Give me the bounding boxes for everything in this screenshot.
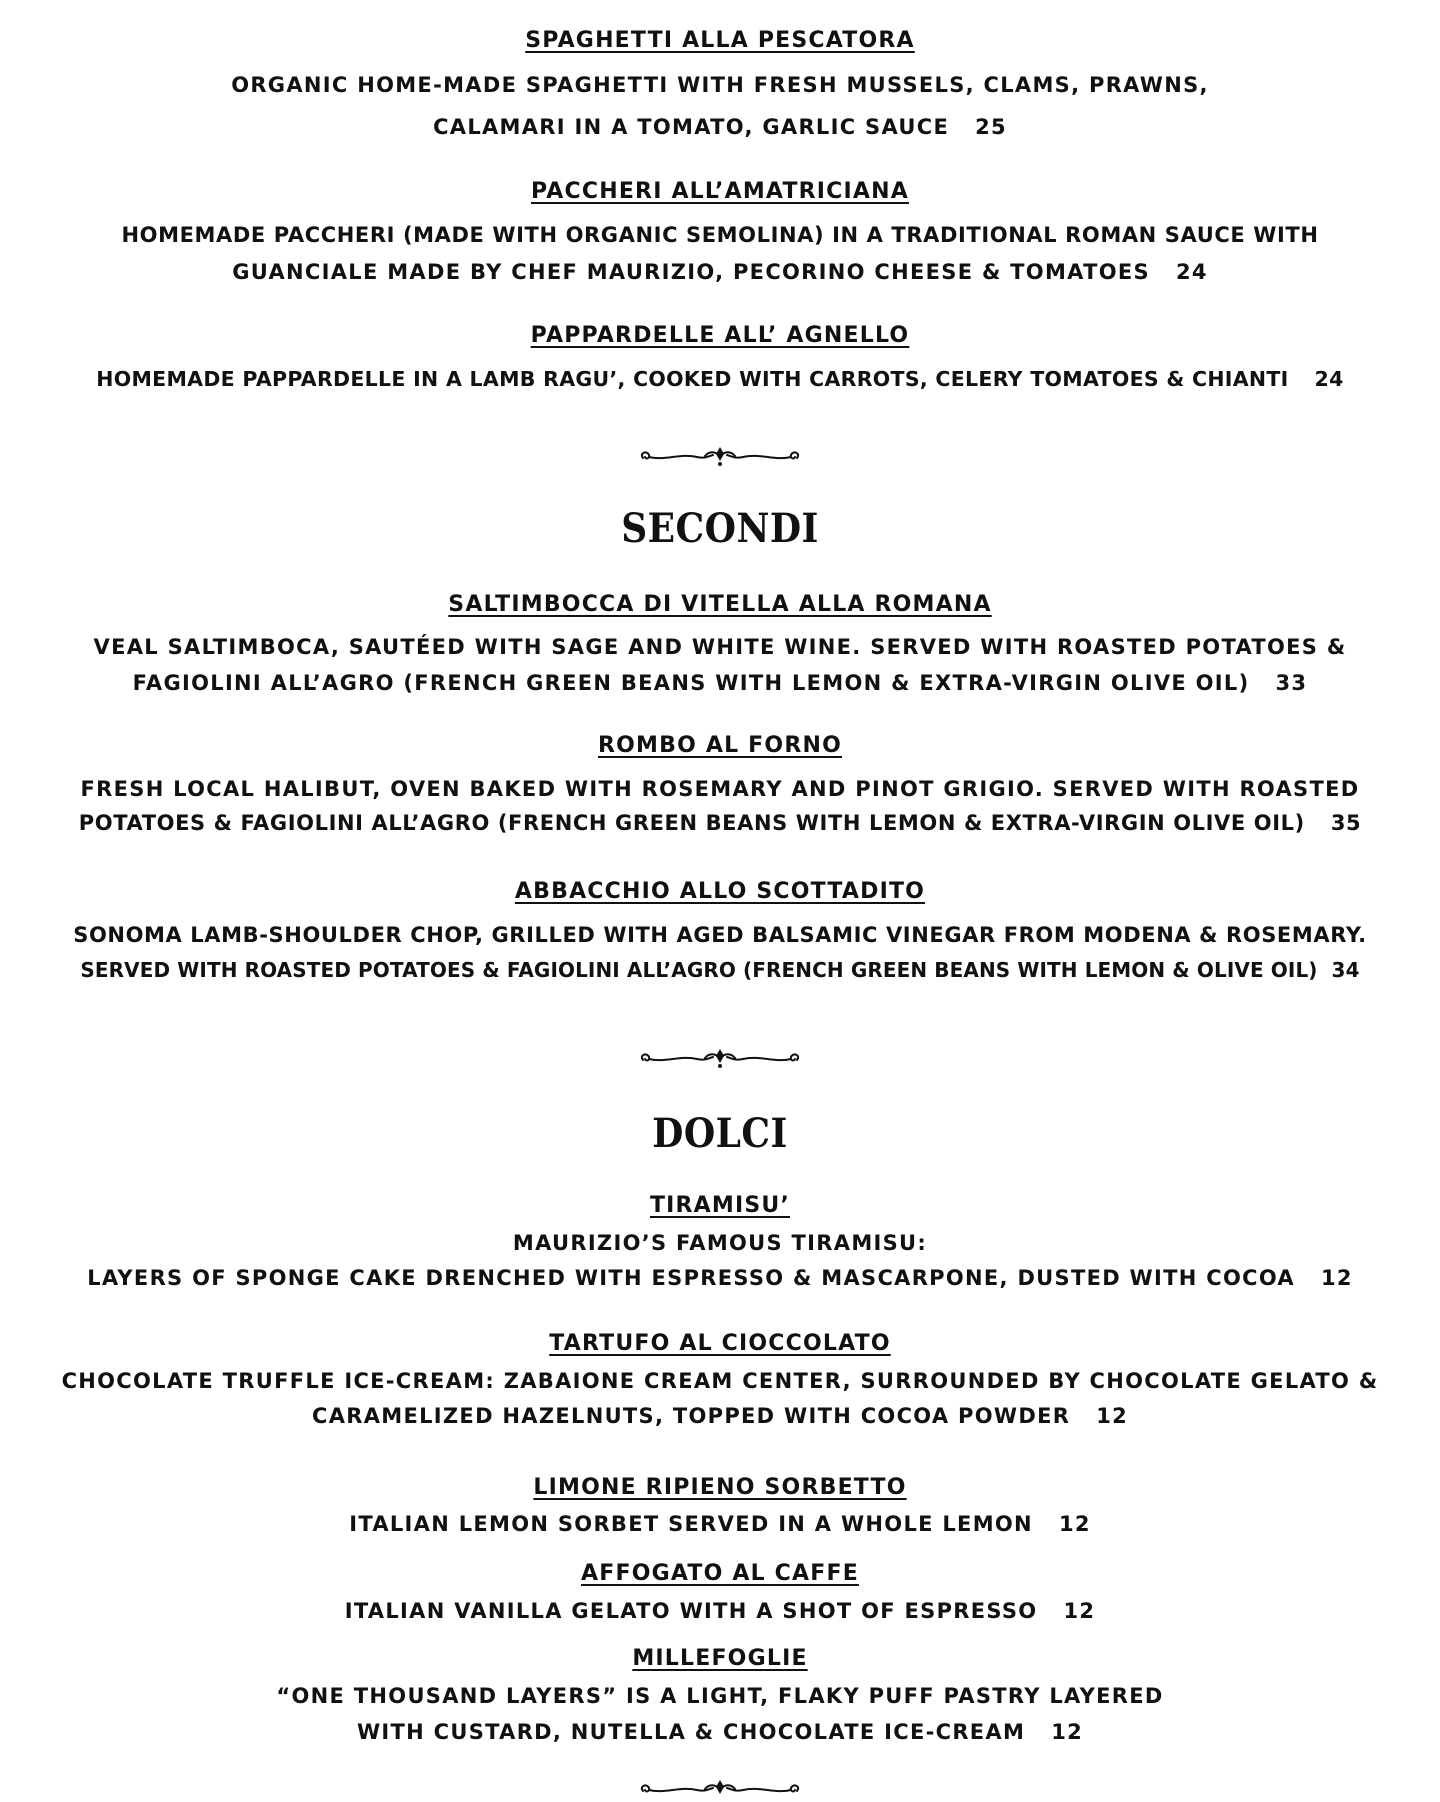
- item-title-tiramisu: TIRAMISU’: [649, 1193, 791, 1218]
- item-description-line: [0, 956, 1440, 984]
- ornamental-flourish-icon: [0, 443, 1440, 469]
- ornamental-flourish-icon: [0, 1776, 1440, 1802]
- item-description-line: SONOMA LAMB-SHOULDER CHOP, GRILLED WITH AGED BALSAMIC VINEGAR FROM MODENA & ROSEMARY.: [73, 923, 1367, 947]
- item-description-text: LAYERS OF SPONGE CAKE DRENCHED WITH ESPRESSO & MASCARPONE, DUSTED WITH COCOA: [87, 1266, 1295, 1290]
- item-description-text: CALAMARI IN A TOMATO, GARLIC SAUCE: [433, 115, 950, 139]
- section-heading-dolci: DOLCI: [652, 1110, 788, 1157]
- ornamental-flourish-icon: [0, 1045, 1440, 1071]
- item-description-text: CARAMELIZED HAZELNUTS, TOPPED WITH COCOA POWDER: [311, 1404, 1071, 1428]
- item-description-text: SERVED WITH ROASTED POTATOES & FAGIOLINI ALL’AGRO (FRENCH GREEN BEANS WITH LEMON & OLIVE OIL): [80, 958, 1318, 982]
- item-description-line: “ONE THOUSAND LAYERS” IS A LIGHT, FLAKY PUFF PASTRY LAYERED: [276, 1684, 1164, 1708]
- item-description-text: FAGIOLINI ALL’AGRO (FRENCH GREEN BEANS WITH LEMON & EXTRA-VIRGIN OLIVE OIL): [132, 671, 1250, 695]
- item-description-line: [0, 1718, 1440, 1746]
- ornamental-flourish-icon: [635, 1045, 805, 1071]
- item-description-line: [0, 365, 1440, 393]
- item-price: 24: [1175, 260, 1208, 284]
- ornamental-flourish-icon: [635, 443, 805, 469]
- item-description-text: ITALIAN LEMON SORBET SERVED IN A WHOLE LEMON: [349, 1512, 1033, 1536]
- item-title-saltimbocca: SALTIMBOCCA DI VITELLA ALLA ROMANA: [448, 592, 992, 617]
- item-price: 12: [1058, 1512, 1091, 1536]
- item-price: 12: [1051, 1720, 1084, 1744]
- item-price: 12: [1063, 1599, 1096, 1623]
- item-description-line: HOMEMADE PACCHERI (MADE WITH ORGANIC SEMOLINA) IN A TRADITIONAL ROMAN SAUCE WITH: [121, 223, 1319, 247]
- item-description-text: HOMEMADE PAPPARDELLE IN A LAMB RAGU’, COOKED WITH CARROTS, CELERY TOMATOES & CHIANTI: [96, 367, 1289, 391]
- item-price: 24: [1314, 367, 1344, 391]
- item-description-text: POTATOES & FAGIOLINI ALL’AGRO (FRENCH GREEN BEANS WITH LEMON & EXTRA-VIRGIN OLIVE OIL): [78, 811, 1305, 835]
- item-description-line: [0, 809, 1440, 837]
- item-title-pappardelle-allagnello: PAPPARDELLE ALL’ AGNELLO: [530, 323, 910, 348]
- item-description-text: ITALIAN VANILLA GELATO WITH A SHOT OF ESPRESSO: [344, 1599, 1038, 1623]
- item-description-line: [0, 1402, 1440, 1430]
- item-description-line: [0, 113, 1440, 141]
- item-price: 25: [975, 115, 1007, 139]
- item-title-spaghetti-alla-pescatora: SPAGHETTI ALLA PESCATORA: [525, 28, 915, 53]
- item-description-line: [0, 258, 1440, 286]
- item-price: 12: [1096, 1404, 1129, 1428]
- item-description-line: VEAL SALTIMBOCA, SAUTÉED WITH SAGE AND WHITE WINE. SERVED WITH ROASTED POTATOES &: [93, 635, 1347, 659]
- item-title-limone-ripieno-sorbetto: LIMONE RIPIENO SORBETTO: [533, 1475, 907, 1500]
- item-description-line: [0, 1264, 1440, 1292]
- item-description-line: [0, 669, 1440, 697]
- item-title-millefoglie: MILLEFOGLIE: [632, 1646, 808, 1671]
- item-price: 34: [1331, 958, 1360, 982]
- item-description-line: [0, 1597, 1440, 1625]
- item-title-paccheri-allamatriciana: PACCHERI ALL’AMATRICIANA: [531, 179, 909, 204]
- item-title-tartufo-al-cioccolato: TARTUFO AL CIOCCOLATO: [549, 1331, 891, 1356]
- item-price: 35: [1330, 811, 1362, 835]
- item-price: 12: [1320, 1266, 1353, 1290]
- item-title-rombo-al-forno: ROMBO AL FORNO: [598, 733, 842, 758]
- item-description-text: WITH CUSTARD, NUTELLA & CHOCOLATE ICE-CREAM: [356, 1720, 1026, 1744]
- item-description-text: GUANCIALE MADE BY CHEF MAURIZIO, PECORINO CHEESE & TOMATOES: [232, 260, 1150, 284]
- item-title-affogato-al-caffe: AFFOGATO AL CAFFE: [581, 1561, 859, 1586]
- item-title-abbacchio-allo-scottadito: ABBACCHIO ALLO SCOTTADITO: [514, 879, 926, 904]
- section-heading-secondi: SECONDI: [621, 505, 819, 552]
- ornamental-flourish-icon: [635, 1776, 805, 1800]
- item-price: 33: [1275, 671, 1308, 695]
- item-description-line: FRESH LOCAL HALIBUT, OVEN BAKED WITH ROSEMARY AND PINOT GRIGIO. SERVED WITH ROASTED: [80, 777, 1360, 801]
- item-description-line: MAURIZIO’S FAMOUS TIRAMISU:: [512, 1231, 928, 1255]
- item-description-line: [0, 1510, 1440, 1538]
- item-description-line: ORGANIC HOME-MADE SPAGHETTI WITH FRESH MUSSELS, CLAMS, PRAWNS,: [231, 73, 1209, 97]
- item-description-line: CHOCOLATE TRUFFLE ICE-CREAM: ZABAIONE CREAM CENTER, SURROUNDED BY CHOCOLATE GELATO &: [61, 1369, 1379, 1393]
